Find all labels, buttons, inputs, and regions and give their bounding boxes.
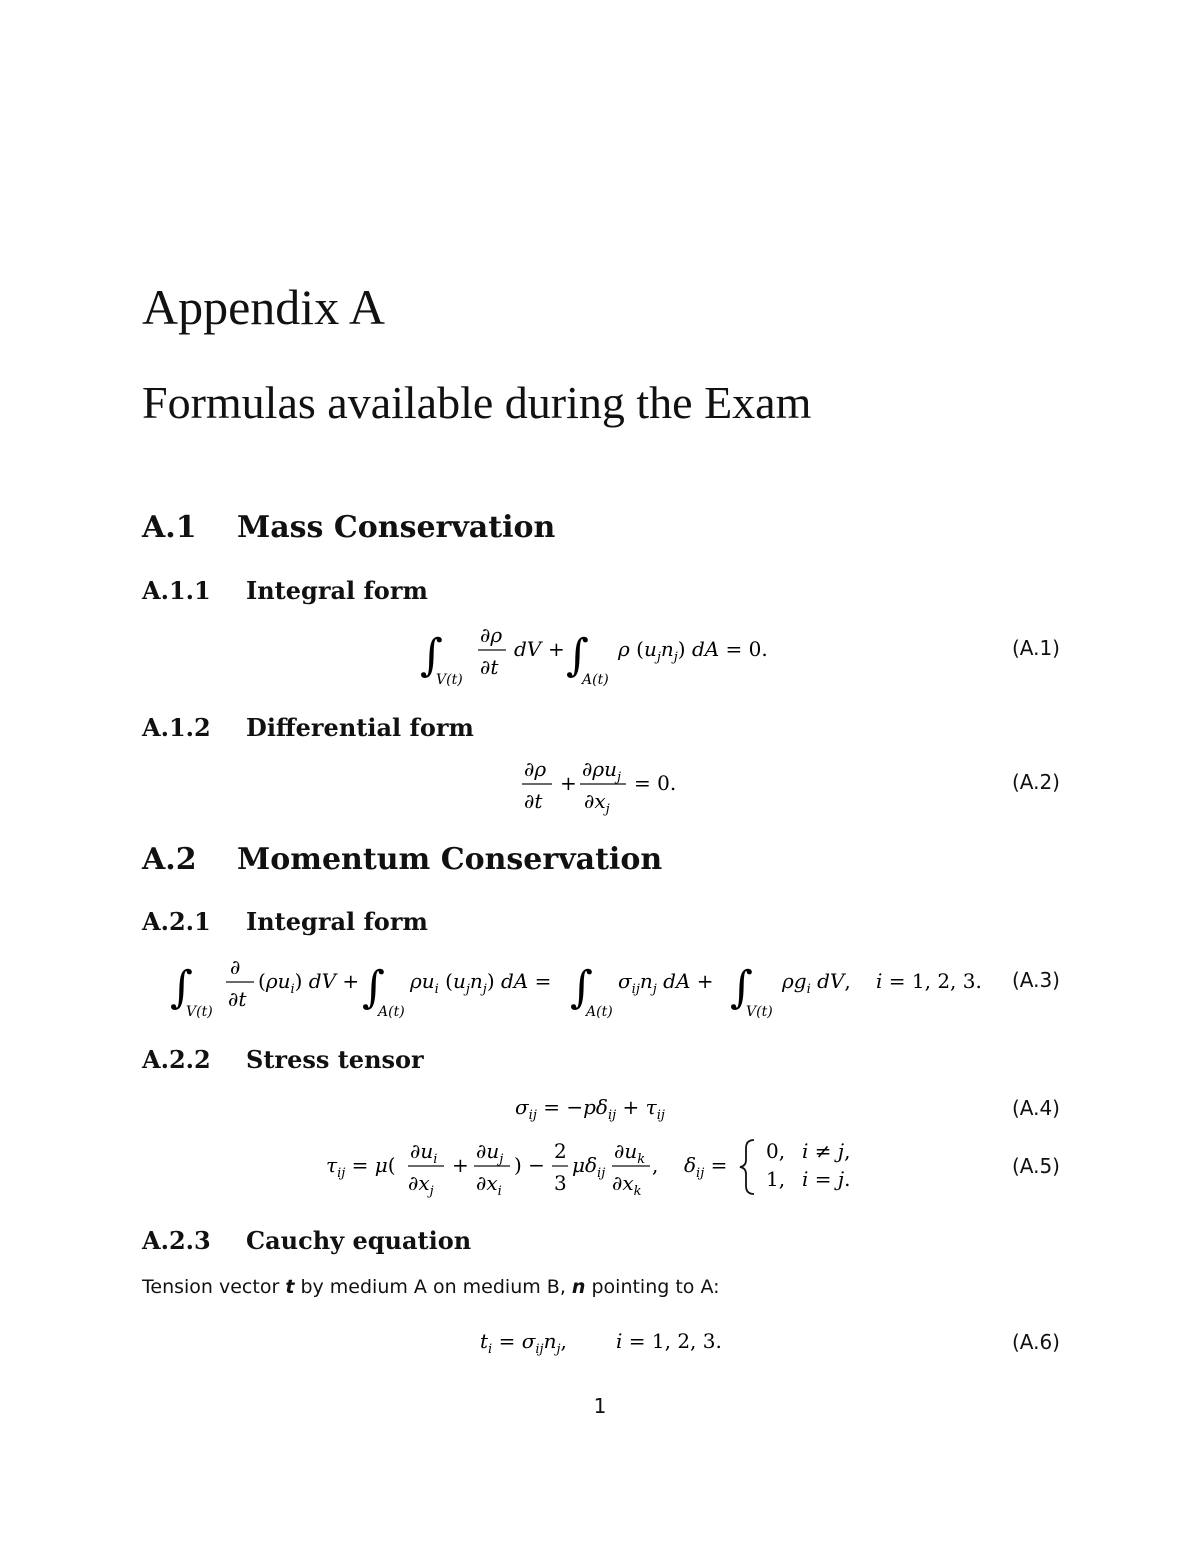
subsection-title: Differential form — [246, 713, 474, 742]
svg-text:(ρui) dV +: $(\rho u_i)$ dV + — [258, 969, 360, 997]
svg-text:δij =: $\delta_{ij}$ = — [684, 1153, 728, 1181]
svg-text:i ≠ j,: i ≠ j, — [802, 1139, 851, 1163]
subsection-heading-integral-form-momentum — [142, 907, 428, 936]
section-title: Momentum Conservation — [237, 842, 663, 877]
section-heading-momentum-conservation — [142, 842, 662, 877]
svg-text:∂ui: $\partial u_i$ — [410, 1139, 438, 1167]
text-fragment: by medium A on medium B, — [294, 1276, 572, 1298]
svg-text:∂ρuj: $\partial\rho u_j$ — [582, 757, 622, 785]
svg-text:∫: ∫ — [362, 962, 385, 1013]
svg-text:∂t: ∂t — [524, 789, 543, 813]
svg-text:A(t): A(t) — [586, 1004, 613, 1020]
subsection-heading-stress-tensor — [142, 1045, 424, 1074]
text-fragment: pointing to A: — [585, 1276, 720, 1298]
svg-text:∂t: ∂t — [480, 655, 499, 679]
equation-number: (A.5) — [1011, 1154, 1060, 1178]
equation-number: (A.4) — [1011, 1096, 1060, 1120]
equation-number: (A.3) — [1011, 968, 1060, 992]
integral-sign: ∫ — [566, 630, 589, 681]
svg-text:1,: 1, — [766, 1167, 786, 1191]
svg-text:) −: ) − — [514, 1153, 545, 1177]
svg-text:ρ (ujnj) dA = 0.: ρ $(u_jn_j)$ dA = 0. — [618, 637, 768, 665]
section-number: A.1 — [142, 510, 197, 545]
subsection-title: Stress tensor — [246, 1045, 424, 1074]
svg-text:i = 1, 2, 3.: i = 1, 2, 3. — [876, 969, 982, 993]
subsection-title: Integral form — [246, 576, 428, 605]
svg-text:+: + — [560, 771, 577, 795]
appendix-subtitle: Formulas available during the Exam — [142, 377, 812, 428]
subsection-title: Cauchy equation — [246, 1226, 472, 1255]
tension-vector-symbol: t — [285, 1276, 295, 1298]
svg-text:∂xi: $\partial x_i$ — [476, 1171, 502, 1199]
appendix-title: Appendix A — [142, 279, 386, 335]
equation-a3 — [170, 950, 990, 1022]
svg-text:μδij: $\mu\delta_{ij}$ — [572, 1153, 606, 1181]
section-title: Mass Conservation — [237, 510, 556, 545]
svg-text:= 0.: = 0. — [634, 771, 677, 795]
section-number: A.2 — [142, 842, 197, 877]
svg-text:i = 1, 2, 3.: i = 1, 2, 3. — [616, 1329, 722, 1353]
equation-a6 — [480, 1326, 740, 1360]
svg-text:i = j.: i = j. — [802, 1167, 851, 1191]
left-brace — [740, 1140, 754, 1194]
equation-a1 — [420, 618, 800, 690]
cauchy-description — [142, 1276, 720, 1298]
integral-subscript: V(t) — [436, 672, 463, 688]
equation-a4 — [515, 1092, 695, 1126]
equation-number: (A.1) — [1011, 636, 1060, 660]
subsection-number: A.2.2 — [142, 1045, 211, 1074]
equation-number: (A.2) — [1011, 770, 1060, 794]
svg-text:V(t): V(t) — [746, 1004, 773, 1020]
subsection-number: A.2.1 — [142, 907, 211, 936]
svg-text:2: 2 — [554, 1139, 567, 1163]
svg-text:A(t): A(t) — [378, 1004, 405, 1020]
equation-a5 — [326, 1134, 886, 1200]
svg-text:3: 3 — [554, 1171, 567, 1195]
svg-text:∂uj: $\partial u_j$ — [476, 1139, 504, 1167]
svg-text:ρgi dV,: $\rho g_i$ dV, — [782, 969, 851, 997]
subsection-title: Integral form — [246, 907, 428, 936]
svg-text:∂t: ∂t — [228, 987, 247, 1011]
section-heading-mass-conservation — [142, 510, 555, 545]
subsection-heading-cauchy-equation — [142, 1226, 471, 1255]
svg-text:0,: 0, — [766, 1139, 786, 1163]
svg-text:V(t): V(t) — [186, 1004, 213, 1020]
svg-text:+: + — [548, 637, 565, 661]
svg-text:σij = −pδij + τij: $\sigma_{ij} = -p\delta_{ij} + \tau_{ij}$ — [515, 1095, 665, 1123]
equation-number: (A.6) — [1011, 1330, 1060, 1354]
svg-text:ti = σijnj,: $t_i = \sigma_{ij}n_j$, — [480, 1329, 567, 1357]
svg-text:∫: ∫ — [570, 962, 593, 1013]
subsection-number: A.1.2 — [142, 713, 211, 742]
page-number: 1 — [593, 1394, 607, 1418]
subsection-number: A.1.1 — [142, 576, 211, 605]
svg-text:ρui (ujnj) dA =: $\rho u_i$ $(u_jn_j)$ dA = — [410, 969, 552, 997]
svg-text:∂xj: $\partial x_j$ — [584, 789, 610, 817]
subsection-heading-integral-form-mass — [142, 576, 428, 605]
text-fragment: Tension vector — [142, 1276, 286, 1298]
svg-text:∂xj: $\partial x_j$ — [408, 1171, 434, 1199]
svg-text:,: , — [652, 1153, 659, 1177]
subsection-number: A.2.3 — [142, 1226, 211, 1255]
svg-text:A(t): A(t) — [582, 672, 609, 688]
integral-sign: ∫ — [420, 630, 443, 681]
svg-text:∂ρ: ∂ρ — [480, 623, 503, 647]
svg-text:σijnj dA +: $\sigma_{ij}n_j$ dA + — [618, 969, 714, 997]
svg-text:∂uk: $\partial u_k$ — [614, 1139, 646, 1167]
svg-text:τij = μ(: $\tau_{ij} = \mu$( — [326, 1153, 396, 1181]
svg-text:dV: dV — [514, 637, 542, 661]
subsection-heading-differential-form — [142, 713, 474, 742]
svg-text:∂ρ: ∂ρ — [524, 757, 547, 781]
svg-text:∂: ∂ — [230, 955, 241, 979]
svg-text:∂xk: $\partial x_k$ — [612, 1171, 642, 1199]
svg-text:∫: ∫ — [170, 962, 193, 1013]
svg-text:+: + — [452, 1153, 469, 1177]
svg-text:∫: ∫ — [730, 962, 753, 1013]
equation-a2 — [520, 752, 690, 818]
normal-vector-symbol: n — [571, 1276, 586, 1298]
